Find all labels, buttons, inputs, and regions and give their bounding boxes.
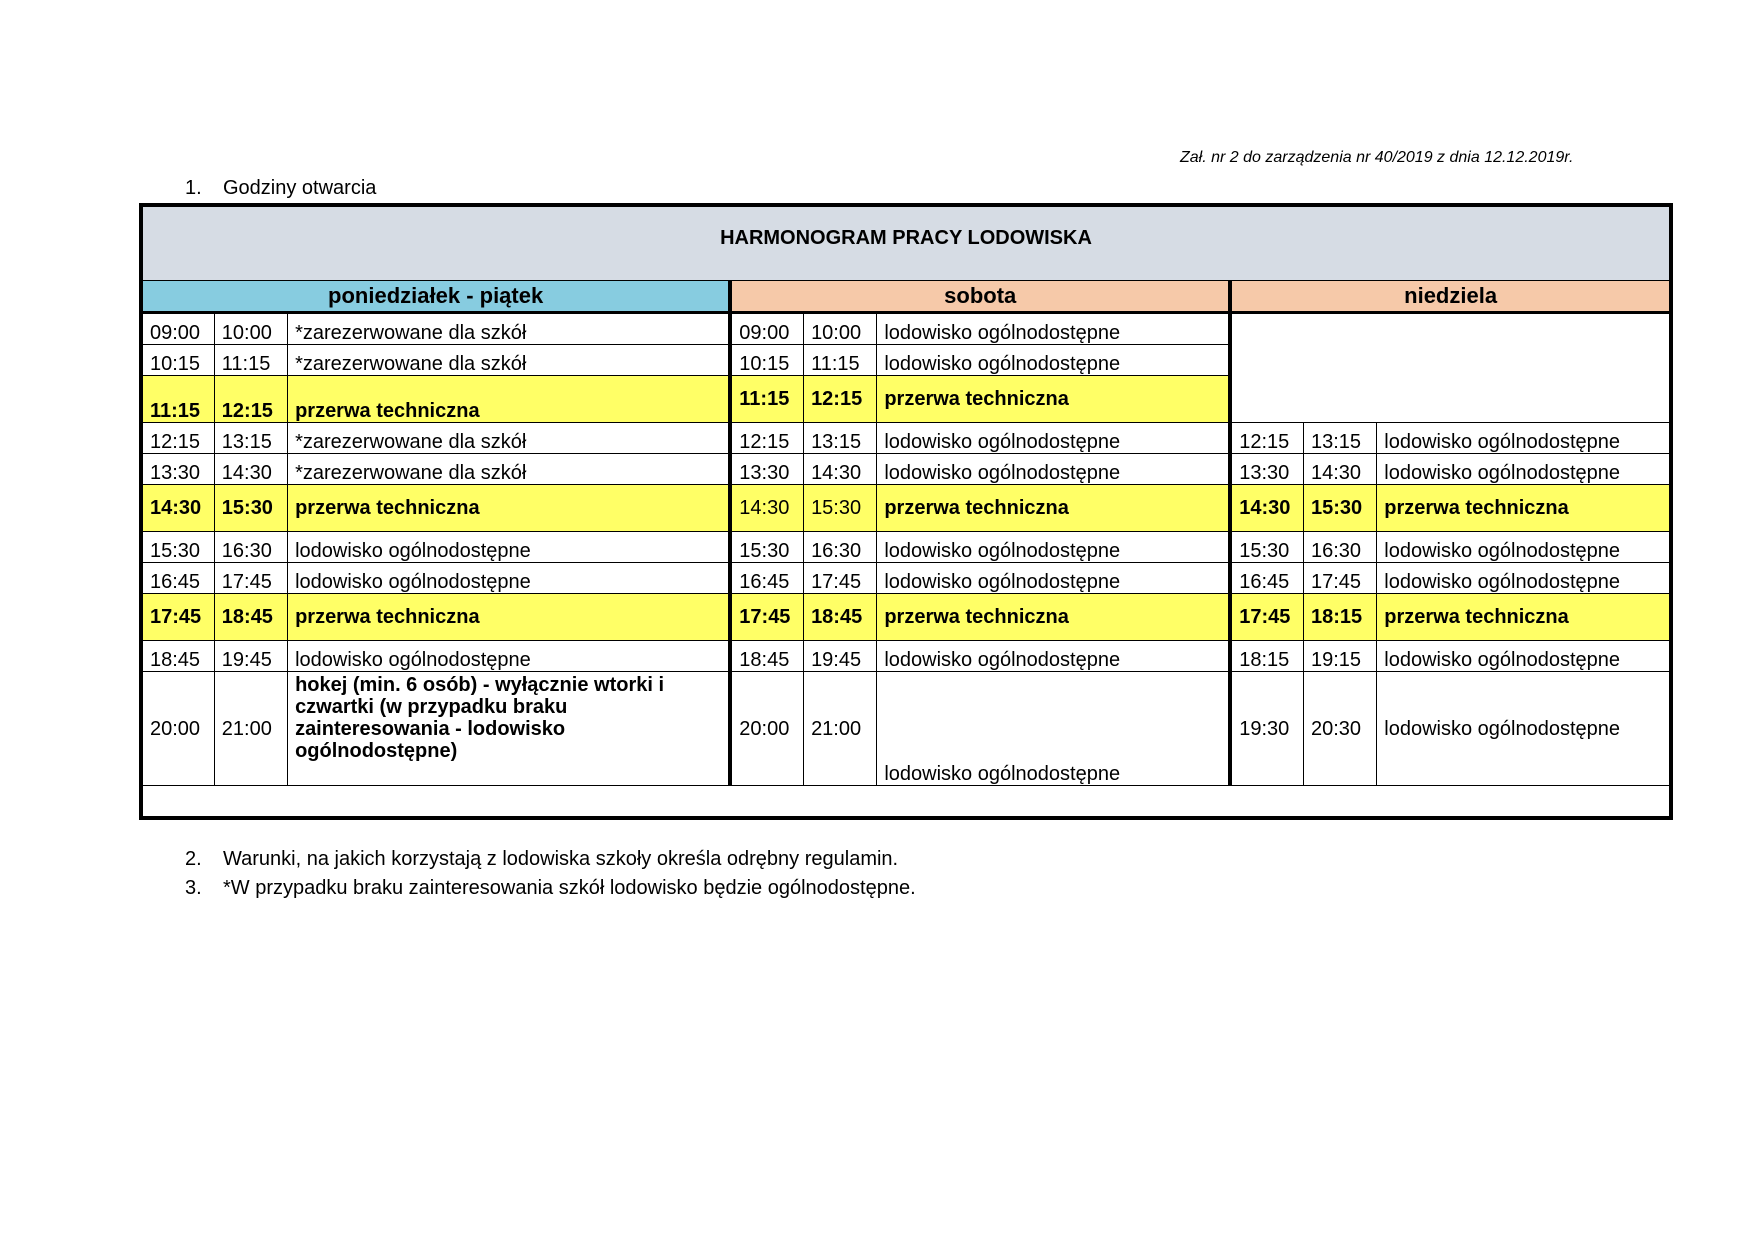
time-from: 14:30 <box>730 485 803 532</box>
time-from: 14:30 <box>141 485 214 532</box>
slot-desc: przerwa techniczna <box>877 594 1230 641</box>
slot-desc: przerwa techniczna <box>288 485 731 532</box>
slot-desc: lodowisko ogólnodostępne <box>1377 532 1671 563</box>
time-from: 17:45 <box>141 594 214 641</box>
time-from: 16:45 <box>730 563 803 594</box>
table-row <box>141 594 1671 641</box>
time-from: 11:15 <box>730 376 803 423</box>
time-to: 11:15 <box>214 345 287 376</box>
time-to: 12:15 <box>214 376 287 423</box>
time-to: 11:15 <box>804 345 877 376</box>
time-from: 12:15 <box>1230 423 1303 454</box>
time-to: 18:45 <box>214 594 287 641</box>
slot-desc: lodowisko ogólnodostępne <box>288 563 731 594</box>
time-from: 10:15 <box>730 345 803 376</box>
time-to: 21:00 <box>804 672 877 786</box>
table-row-empty <box>141 786 1671 819</box>
slot-desc: lodowisko ogólnodostępne <box>1377 641 1671 672</box>
list-item-1 <box>185 177 376 200</box>
time-from: 20:00 <box>141 672 214 786</box>
slot-desc: hokej (min. 6 osób) - wyłącznie wtorki i czwartki (w przypadku braku zainteresowania - lodowisko ogólnodostępne) <box>288 672 731 786</box>
list-text: *W przypadku braku zainteresowania szkół lodowisko będzie ogólnodostępne. <box>223 877 916 899</box>
time-from: 19:30 <box>1230 672 1303 786</box>
time-to: 17:45 <box>804 563 877 594</box>
table-row <box>141 454 1671 485</box>
list-item-3 <box>185 877 916 900</box>
time-from: 12:15 <box>730 423 803 454</box>
time-to: 10:00 <box>214 313 287 345</box>
time-from: 18:45 <box>141 641 214 672</box>
time-to: 15:30 <box>214 485 287 532</box>
time-to: 21:00 <box>214 672 287 786</box>
slot-desc: lodowisko ogólnodostępne <box>877 641 1230 672</box>
slot-desc: lodowisko ogólnodostępne <box>877 423 1230 454</box>
table-row <box>141 532 1671 563</box>
time-from: 13:30 <box>730 454 803 485</box>
slot-desc: lodowisko ogólnodostępne <box>288 532 731 563</box>
slot-desc: *zarezerwowane dla szkół <box>288 313 731 345</box>
list-text: Godziny otwarcia <box>223 177 377 199</box>
time-to: 16:30 <box>1303 532 1376 563</box>
slot-desc: przerwa techniczna <box>288 594 731 641</box>
time-to: 18:45 <box>804 594 877 641</box>
table-row <box>141 313 1671 345</box>
time-to: 15:30 <box>1303 485 1376 532</box>
slot-desc: *zarezerwowane dla szkół <box>288 454 731 485</box>
saturday-header: sobota <box>730 281 1230 313</box>
sunday-empty-cell <box>1230 313 1671 423</box>
time-to: 17:45 <box>1303 563 1376 594</box>
time-from: 09:00 <box>141 313 214 345</box>
weekday-header: poniedziałek - piątek <box>141 281 730 313</box>
sunday-header: niedziela <box>1230 281 1671 313</box>
list-number: 3. <box>185 877 202 899</box>
time-from: 10:15 <box>141 345 214 376</box>
slot-desc: lodowisko ogólnodostępne <box>877 672 1230 786</box>
time-to: 14:30 <box>214 454 287 485</box>
time-from: 14:30 <box>1230 485 1303 532</box>
time-from: 17:45 <box>730 594 803 641</box>
time-to: 13:15 <box>804 423 877 454</box>
time-from: 18:45 <box>730 641 803 672</box>
time-from: 13:30 <box>1230 454 1303 485</box>
time-to: 16:30 <box>214 532 287 563</box>
list-number: 2. <box>185 848 202 870</box>
time-to: 14:30 <box>804 454 877 485</box>
slot-desc: przerwa techniczna <box>1377 594 1671 641</box>
slot-desc: *zarezerwowane dla szkół <box>288 423 731 454</box>
table-row <box>141 641 1671 672</box>
slot-desc: lodowisko ogólnodostępne <box>877 563 1230 594</box>
table-row <box>141 485 1671 532</box>
table-row <box>141 563 1671 594</box>
slot-desc: lodowisko ogólnodostępne <box>877 532 1230 563</box>
time-to: 19:15 <box>1303 641 1376 672</box>
table-row <box>141 423 1671 454</box>
time-to: 20:30 <box>1303 672 1376 786</box>
time-from: 16:45 <box>141 563 214 594</box>
slot-desc: lodowisko ogólnodostępne <box>877 313 1230 345</box>
time-to: 10:00 <box>804 313 877 345</box>
time-from: 15:30 <box>141 532 214 563</box>
time-from: 17:45 <box>1230 594 1303 641</box>
slot-desc: lodowisko ogólnodostępne <box>1377 454 1671 485</box>
time-to: 15:30 <box>804 485 877 532</box>
attachment-note: Zał. nr 2 do zarządzenia nr 40/2019 z dnia 12.12.2019r. <box>1180 149 1574 166</box>
list-number: 1. <box>185 177 202 199</box>
time-to: 13:15 <box>1303 423 1376 454</box>
time-from: 15:30 <box>1230 532 1303 563</box>
time-to: 17:45 <box>214 563 287 594</box>
time-to: 16:30 <box>804 532 877 563</box>
slot-desc: lodowisko ogólnodostępne <box>877 345 1230 376</box>
slot-desc: lodowisko ogólnodostępne <box>1377 563 1671 594</box>
time-from: 13:30 <box>141 454 214 485</box>
list-item-2 <box>185 848 898 871</box>
time-from: 15:30 <box>730 532 803 563</box>
list-text: Warunki, na jakich korzystają z lodowiska szkoły określa odrębny regulamin. <box>223 848 899 870</box>
time-to: 12:15 <box>804 376 877 423</box>
time-from: 11:15 <box>141 376 214 423</box>
time-from: 09:00 <box>730 313 803 345</box>
slot-desc: przerwa techniczna <box>1377 485 1671 532</box>
time-from: 18:15 <box>1230 641 1303 672</box>
time-from: 20:00 <box>730 672 803 786</box>
slot-desc: przerwa techniczna <box>877 376 1230 423</box>
slot-desc: lodowisko ogólnodostępne <box>1377 672 1671 786</box>
time-to: 18:15 <box>1303 594 1376 641</box>
table-row <box>141 672 1671 786</box>
slot-desc: przerwa techniczna <box>877 485 1230 532</box>
time-to: 14:30 <box>1303 454 1376 485</box>
time-to: 13:15 <box>214 423 287 454</box>
time-from: 12:15 <box>141 423 214 454</box>
slot-desc: lodowisko ogólnodostępne <box>1377 423 1671 454</box>
slot-desc: przerwa techniczna <box>288 376 731 423</box>
time-to: 19:45 <box>214 641 287 672</box>
slot-desc: lodowisko ogólnodostępne <box>288 641 731 672</box>
time-from: 16:45 <box>1230 563 1303 594</box>
time-to: 19:45 <box>804 641 877 672</box>
slot-desc: lodowisko ogólnodostępne <box>877 454 1230 485</box>
slot-desc: *zarezerwowane dla szkół <box>288 345 731 376</box>
schedule-table <box>139 203 1673 820</box>
empty-cell <box>141 786 1671 819</box>
table-title: HARMONOGRAM PRACY LODOWISKA <box>141 205 1671 281</box>
